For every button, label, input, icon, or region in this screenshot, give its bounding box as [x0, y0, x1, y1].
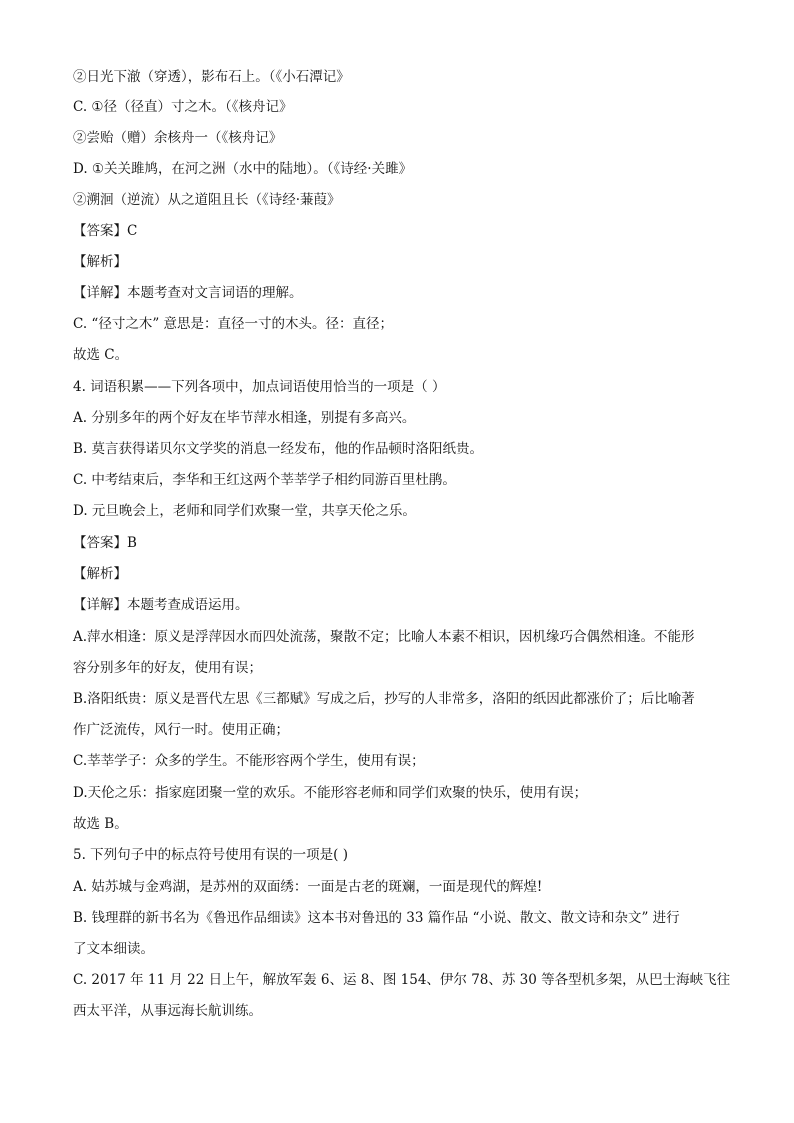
detail-label: 【详解】本题考查成语运用。: [73, 597, 249, 613]
answer-label: 【答案】B: [73, 535, 137, 551]
text-line: ②日光下澈（穿透），影布石上。（《小石潭记》: [73, 69, 350, 85]
option-b: B. 莫言获得诺贝尔文学奖的消息一经发布，他的作品顿时洛阳纸贵。: [73, 441, 484, 457]
text-line: B.洛阳纸贵：原义是晋代左思《三都赋》写成之后，抄写的人非常多，洛阳的纸因此都涨价了；后比喻著: [73, 691, 695, 707]
text-line: D. ①关关雎鸠，在河之洲（水中的陆地）。（《诗经·关雎》: [73, 161, 413, 177]
text-line: C. “径寸之木” 意思是：直径一寸的木头。径：直径；: [73, 316, 394, 332]
analysis-label: 【解析】: [73, 566, 127, 582]
question-title: 4. 词语积累——下列各项中，加点词语使用恰当的一项是（ ）: [73, 379, 446, 395]
text-line: 容分别多年的好友，使用有误；: [73, 660, 262, 676]
text-line: ②溯洄（逆流）从之道阻且长（《诗经·蒹葭》: [73, 192, 341, 208]
option-a: A. 姑苏城与金鸡湖，是苏州的双面绣：一面是古老的斑斓，一面是现代的辉煌!: [73, 879, 543, 895]
analysis-label: 【解析】: [73, 254, 127, 270]
text-line: 故选 B。: [73, 816, 128, 832]
text-line: A.萍水相逢：原义是浮萍因水而四处流荡，聚散不定；比喻人本素不相识，因机缘巧合偶然相逢。不能形: [73, 629, 695, 645]
text-line: D.天伦之乐：指家庭团聚一堂的欢乐。不能形容老师和同学们欢聚的快乐，使用有误；: [73, 785, 588, 801]
option-b: B. 钱理群的新书名为《鲁迅作品细读》这本书对鲁迅的 33 篇作品 “小说、散文、散文诗和杂文” 进行: [73, 910, 680, 926]
answer-label: 【答案】C: [73, 223, 138, 239]
detail-label: 【详解】本题考查对文言词语的理解。: [73, 285, 303, 301]
option-a: A. 分别多年的两个好友在毕节萍水相逢，别提有多高兴。: [73, 410, 416, 426]
question-title: 5. 下列句子中的标点符号使用有误的一项是( ): [73, 847, 348, 863]
option-c: C. 中考结束后，李华和王红这两个莘莘学子相约同游百里杜鹃。: [73, 472, 456, 488]
option-d: D. 元旦晚会上，老师和同学们欢聚一堂，共享天伦之乐。: [73, 503, 416, 519]
text-line: ②尝贻（赠）余核舟一（《核舟记》: [73, 130, 283, 146]
text-line: 西太平洋，从事远海长航训练。: [73, 1003, 262, 1019]
text-line: C.莘莘学子：众多的学生。不能形容两个学生，使用有误；: [73, 753, 425, 769]
text-line: 故选 C。: [73, 347, 129, 363]
text-line: C. ①径（径直）寸之木。（《核舟记》: [73, 99, 293, 115]
text-line: 作广泛流传，风行一时。使用正确；: [73, 722, 289, 738]
option-c: C. 2017 年 11 月 22 日上午，解放军轰 6、运 8、图 154、伊尔 78、苏 30 等各型机多架，从巴士海峡飞往: [73, 972, 731, 988]
text-line: 了文本细读。: [73, 941, 154, 957]
